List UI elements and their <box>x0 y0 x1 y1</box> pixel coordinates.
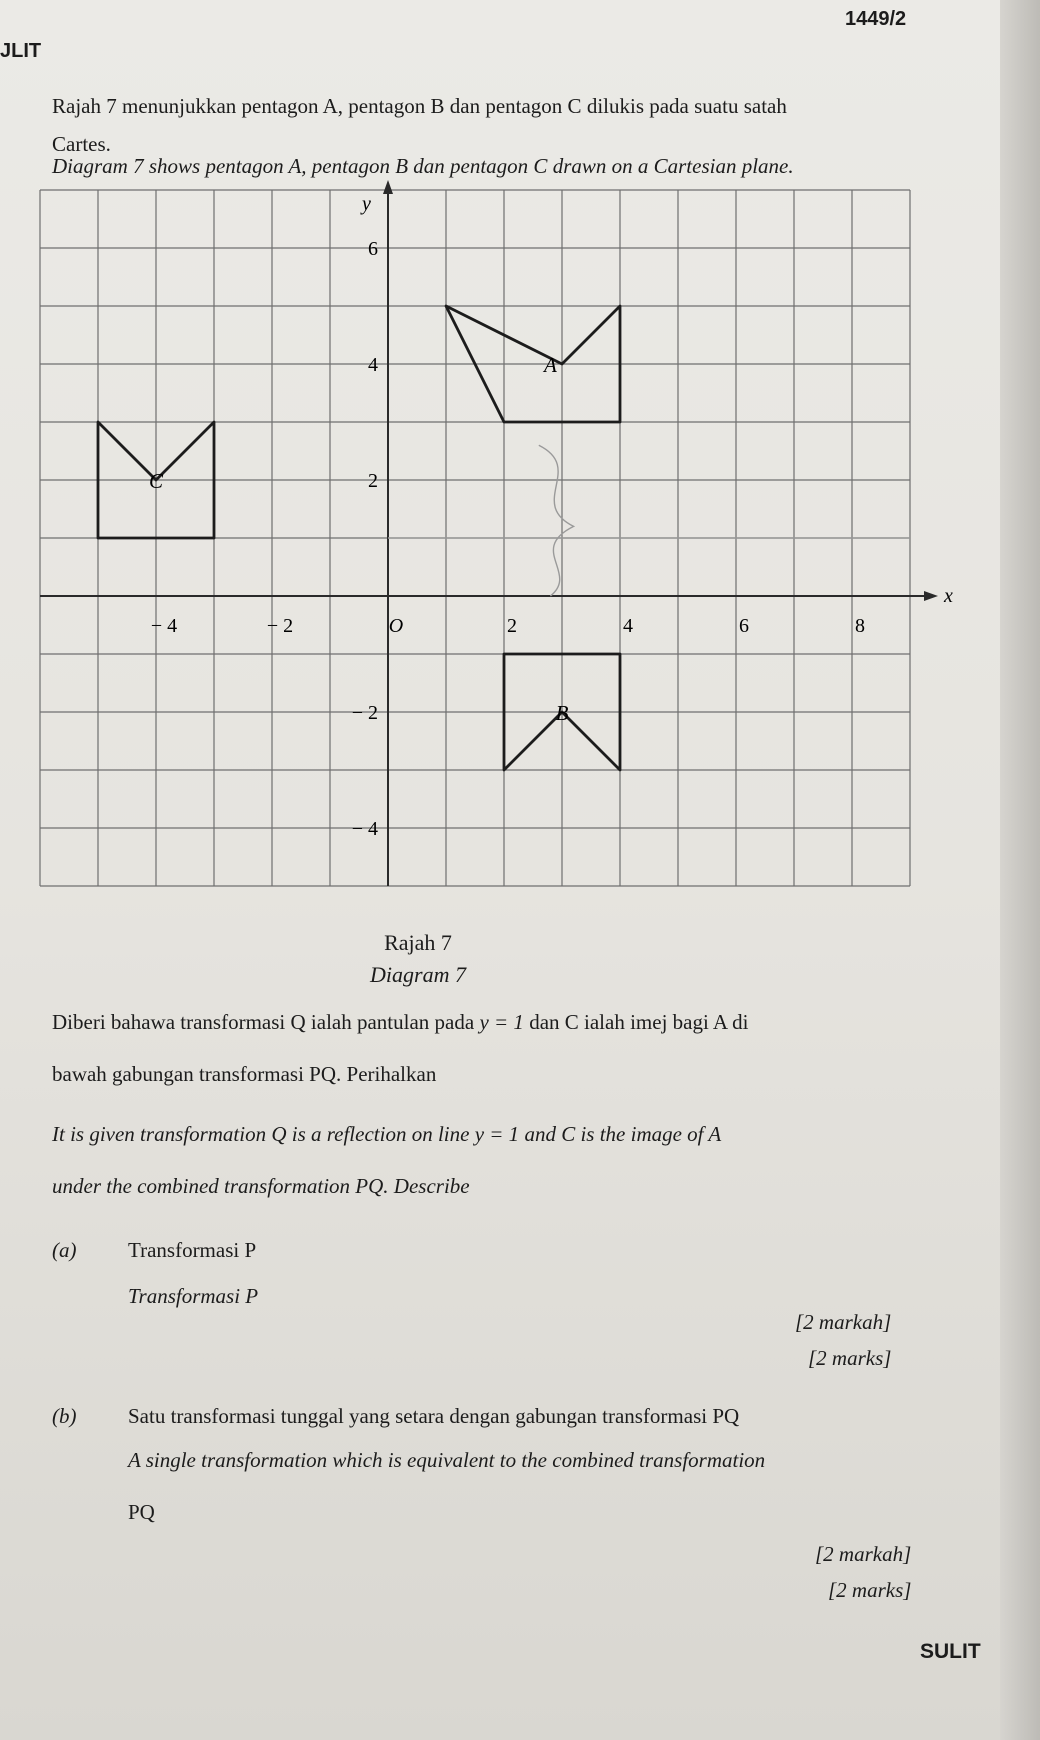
x-tick-label: 6 <box>739 615 749 637</box>
pentagon-label-c: C <box>148 469 164 493</box>
intro-malay-line1: Rajah 7 menunjukkan pentagon A, pentagon B dan pentagon C dilukis pada suatu satah <box>52 94 787 118</box>
y-tick-label: − 2 <box>351 702 378 724</box>
sulit-footer: SULIT <box>920 1640 981 1663</box>
pentagon-label-a: A <box>543 353 557 377</box>
x-axis-arrow-icon <box>924 591 938 601</box>
diagram-caption-english: Diagram 7 <box>370 962 466 987</box>
y-tick-label: 6 <box>368 238 378 260</box>
given-malay-line1 <box>52 1010 749 1035</box>
x-tick-label: O <box>388 615 404 637</box>
x-tick-label: 2 <box>507 615 517 637</box>
x-tick-label: 4 <box>623 615 633 637</box>
x-tick-label: − 4 <box>150 615 178 637</box>
part-a-label: (a) <box>52 1238 77 1262</box>
y-tick-label: − 4 <box>351 818 378 840</box>
part-a-malay: Transformasi P <box>128 1238 257 1262</box>
given-malay-equation: y = 1 <box>479 1010 524 1034</box>
x-tick-label: 8 <box>855 615 865 637</box>
intro-malay-line2: Cartes. <box>52 132 111 156</box>
given-english-equation: y = 1 <box>474 1122 520 1146</box>
given-english-text-b: and C is the image of A <box>524 1122 722 1146</box>
y-axis-label: y <box>362 193 371 215</box>
part-b-marks-english: [2 marks] <box>828 1578 912 1602</box>
given-malay-text-b: dan C ialah imej bagi A di <box>529 1010 749 1034</box>
y-tick-label: 4 <box>368 354 378 376</box>
part-a-marks-english: [2 marks] <box>808 1346 892 1370</box>
part-b-english-line1: A single transformation which is equivalent to the combined transformation <box>128 1448 766 1472</box>
sulit-header: JLIT <box>0 40 42 62</box>
x-axis-label: x <box>944 585 953 607</box>
given-malay-line2: bawah gabungan transformasi PQ. Perihalkan <box>52 1062 437 1086</box>
given-malay-text-a: Diberi bahawa transformasi Q ialah pantulan pada <box>52 1010 475 1034</box>
part-a-english: Transformasi P <box>128 1284 259 1308</box>
y-tick-label: 2 <box>368 470 378 492</box>
part-b-english-line2: PQ <box>128 1500 155 1524</box>
part-a-marks-malay: [2 markah] <box>795 1310 892 1334</box>
paper-code: 1449/2 <box>845 8 907 30</box>
x-tick-label: − 2 <box>266 615 294 637</box>
intro-english: Diagram 7 shows pentagon A, pentagon B dan pentagon C drawn on a Cartesian plane. <box>52 154 794 178</box>
part-b-marks-malay: [2 markah] <box>815 1542 912 1566</box>
part-b-label: (b) <box>52 1404 77 1428</box>
diagram-caption-malay: Rajah 7 <box>384 930 452 955</box>
given-english-line2: under the combined transformation PQ. Describe <box>52 1174 470 1198</box>
part-b-malay: Satu transformasi tunggal yang setara dengan gabungan transformasi PQ <box>128 1404 740 1428</box>
y-axis-arrow-icon <box>383 180 393 194</box>
pencil-working-mark <box>539 445 574 596</box>
given-english-line1 <box>52 1122 721 1147</box>
pentagon-label-b: B <box>555 701 569 725</box>
given-english-text-a: It is given transformation Q is a reflection on line <box>52 1122 470 1146</box>
